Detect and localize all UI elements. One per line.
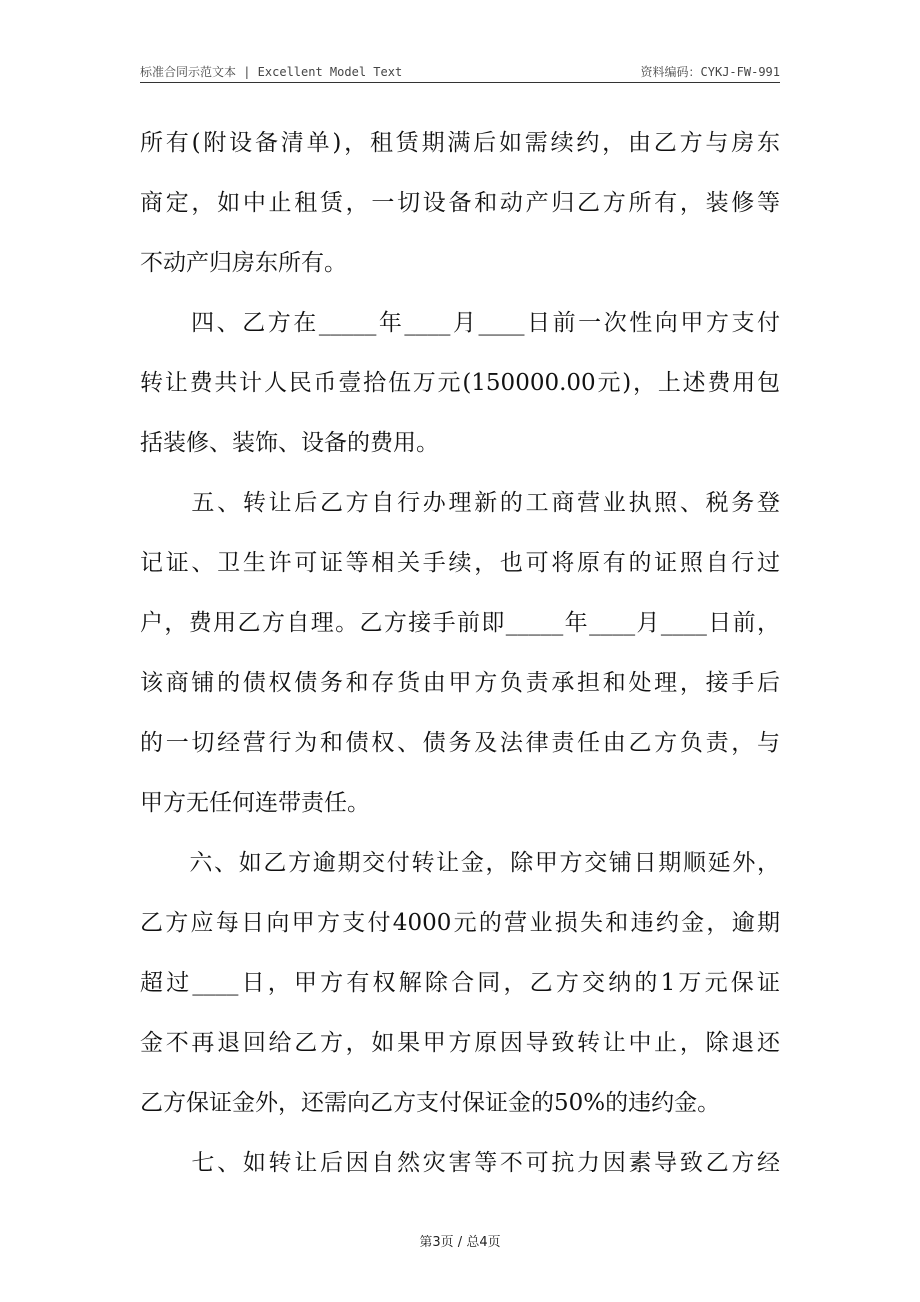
- body-line: 乙方应每日向甲方支付4000元的营业损失和违约金，逾期: [140, 910, 780, 936]
- header-title: 标准合同示范文本 | Excellent Model Text: [140, 65, 403, 79]
- document-code: 资料编码：CYKJ-FW-991: [640, 65, 780, 79]
- body-line: 商定，如中止租赁，一切设备和动产归乙方所有，装修等: [140, 190, 780, 216]
- body-line: 五、转让后乙方自行办理新的工商营业执照、税务登: [140, 490, 780, 516]
- body-line: 不动产归房东所有。: [140, 250, 347, 276]
- body-line: 记证、卫生许可证等相关手续，也可将原有的证照自行过: [140, 550, 780, 576]
- body-line: 七、如转让后因自然灾害等不可抗力因素导致乙方经: [140, 1150, 780, 1176]
- body-line: 超过____日，甲方有权解除合同，乙方交纳的1万元保证: [140, 970, 780, 996]
- page-number: 第3页 / 总4页: [419, 1235, 501, 1250]
- body-line: 四、乙方在_____年____月____日前一次性向甲方支付: [140, 310, 780, 336]
- body-line: 乙方保证金外，还需向乙方支付保证金的50%的违约金。: [140, 1090, 721, 1116]
- body-line: 金不再退回给乙方，如果甲方原因导致转让中止，除退还: [140, 1030, 780, 1056]
- body-line: 六、如乙方逾期交付转让金，除甲方交铺日期顺延外，: [140, 850, 780, 876]
- body-line: 甲方无任何连带责任。: [140, 790, 370, 816]
- body-line: 所有(附设备清单)，租赁期满后如需续约，由乙方与房东: [140, 130, 780, 156]
- body-line: 户，费用乙方自理。乙方接手前即_____年____月____日前，: [140, 610, 780, 636]
- page-header: [140, 60, 780, 83]
- body-line: 的一切经营行为和债权、债务及法律责任由乙方负责，与: [140, 730, 780, 756]
- body-line: 括装修、装饰、设备的费用。: [140, 430, 439, 456]
- body-line: 转让费共计人民币壹拾伍万元(150000.00元)，上述费用包: [140, 370, 780, 396]
- body-line: 该商铺的债权债务和存货由甲方负责承担和处理，接手后: [140, 670, 780, 696]
